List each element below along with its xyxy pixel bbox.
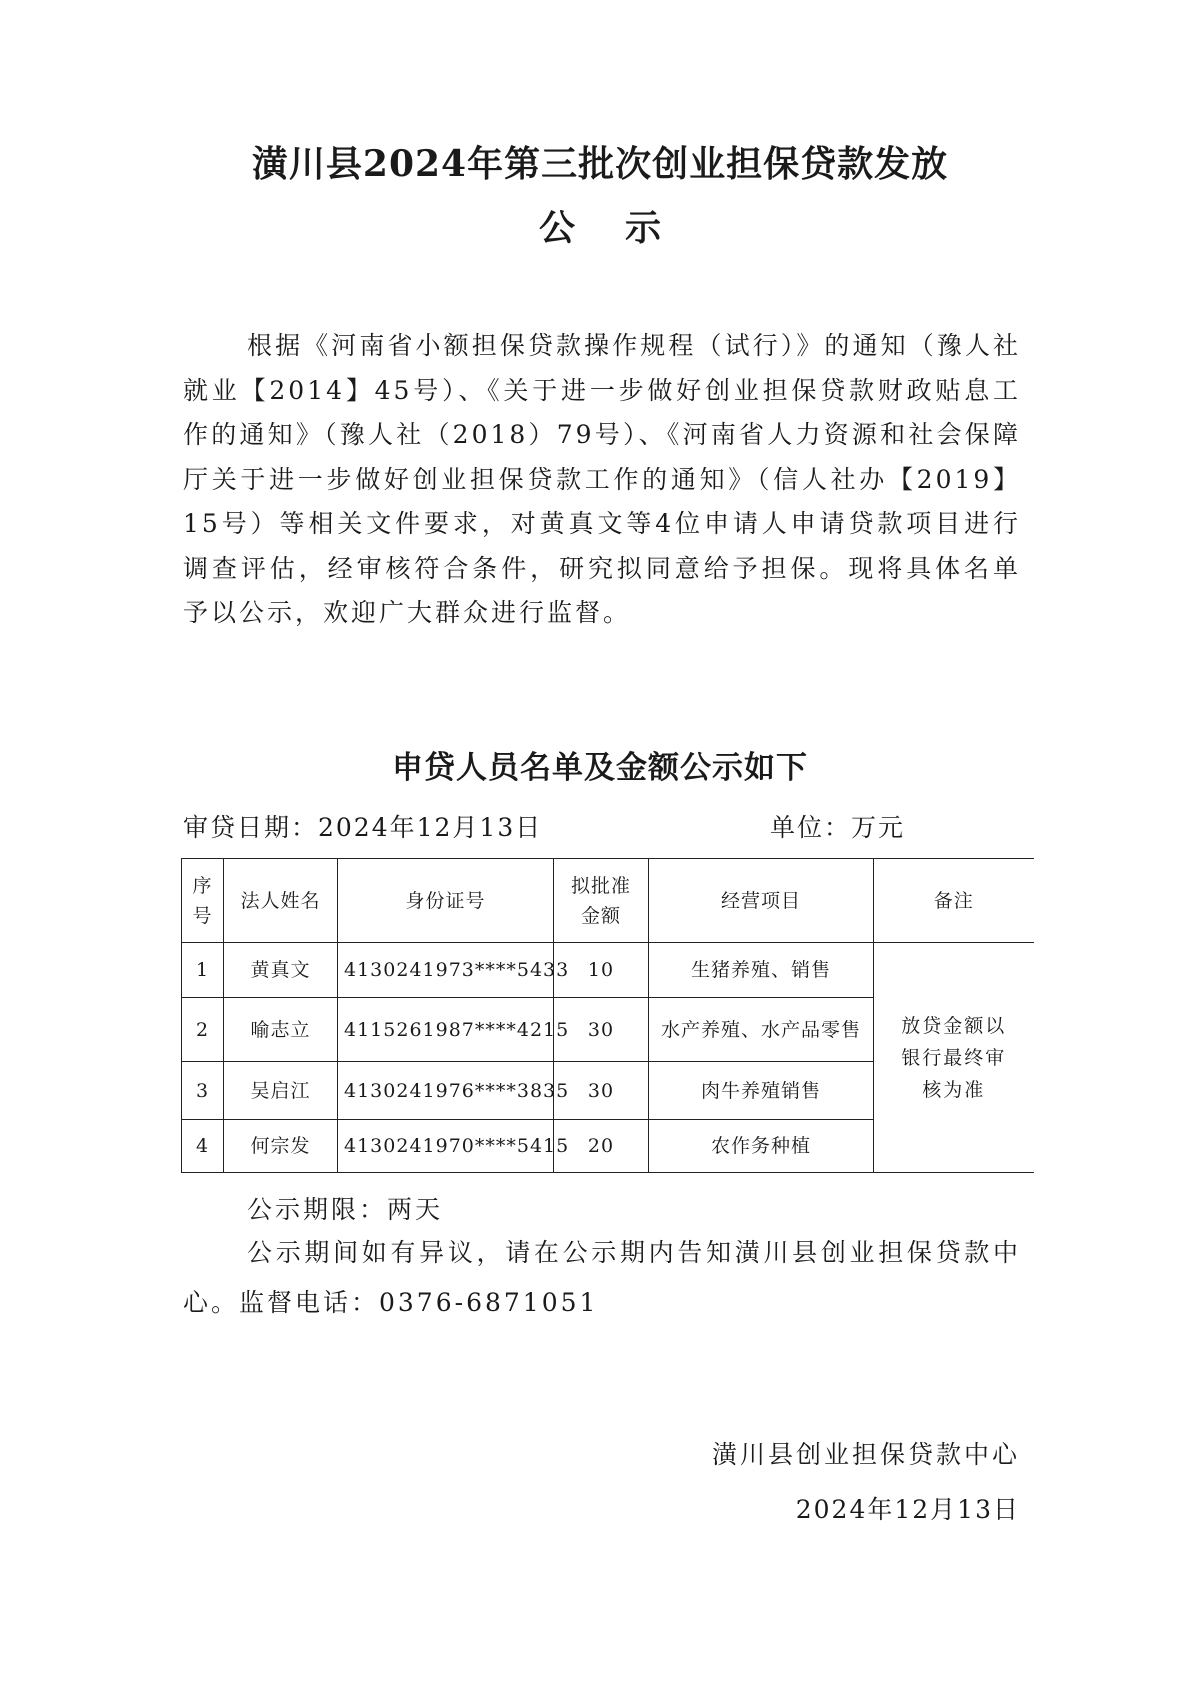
header-id-number: 身份证号 xyxy=(338,859,554,943)
row-id-number: 4130241976****3835 xyxy=(338,1062,554,1120)
table-header-row xyxy=(182,859,1034,943)
header-name: 法人姓名 xyxy=(224,859,338,943)
header-amount: 拟批准金额 xyxy=(554,859,649,943)
list-subtitle: 申贷人员名单及金额公示如下 xyxy=(392,750,808,786)
row-id-number: 4130241970****5415 xyxy=(338,1120,554,1173)
objection-paragraph: 公示期间如有异议，请在公示期内告知潢川县创业担保贷款中心。监督电话：0376-6871051 xyxy=(183,1238,1021,1317)
header-remark: 备注 xyxy=(874,859,1034,943)
row-name: 吴启江 xyxy=(224,1062,338,1120)
amount-unit: 单位：万元 xyxy=(770,813,906,842)
header-index: 序号 xyxy=(182,859,224,943)
loan-table xyxy=(181,858,1034,1173)
page-subtitle-notice: 公示 xyxy=(538,207,711,249)
header-project: 经营项目 xyxy=(649,859,874,943)
page-title: 潢川县2024年第三批次创业担保贷款发放 xyxy=(251,143,949,185)
row-amount: 10 xyxy=(554,943,649,998)
row-project: 水产养殖、水产品零售 xyxy=(649,998,874,1062)
row-index: 1 xyxy=(182,943,224,998)
row-amount: 20 xyxy=(554,1120,649,1173)
row-index: 2 xyxy=(182,998,224,1062)
notice-period: 公示期限：两天 xyxy=(247,1195,444,1224)
row-project: 农作务种植 xyxy=(649,1120,874,1173)
row-name: 黄真文 xyxy=(224,943,338,998)
row-id-number: 4130241973****5433 xyxy=(338,943,554,998)
row-project: 生猪养殖、销售 xyxy=(649,943,874,998)
signing-date: 2024年12月13日 xyxy=(795,1495,1020,1524)
row-index: 3 xyxy=(182,1062,224,1120)
row-amount: 30 xyxy=(554,998,649,1062)
signing-organization: 潢川县创业担保贷款中心 xyxy=(711,1440,1020,1469)
row-amount: 30 xyxy=(554,1062,649,1120)
review-date: 审贷日期：2024年12月13日 xyxy=(183,813,543,842)
row-name: 喻志立 xyxy=(224,998,338,1062)
row-index: 4 xyxy=(182,1120,224,1173)
row-id-number: 4115261987****4215 xyxy=(338,998,554,1062)
row-project: 肉牛养殖销售 xyxy=(649,1062,874,1120)
table-row xyxy=(182,943,1034,998)
intro-paragraph: 根据《河南省小额担保贷款操作规程（试行）》的通知（豫人社就业【2014】45号）、《关于进一步做好创业担保贷款财政贴息工作的通知》（豫人社（2018）79号）、《河南省人力资源和社会保障厅关于进一步做好创业担保贷款工作的通知》（信人社办【2019】15号）等相关文件要求，对黄真文等4位申请人申请贷款项目进行调查评估，经审核符合条件，研究拟同意给予担保。现将具体名单予以公示，欢迎广大群众进行监督。 xyxy=(183,331,1021,627)
row-name: 何宗发 xyxy=(224,1120,338,1173)
remark-cell: 放贷金额以银行最终审核为准 xyxy=(874,943,1034,1173)
